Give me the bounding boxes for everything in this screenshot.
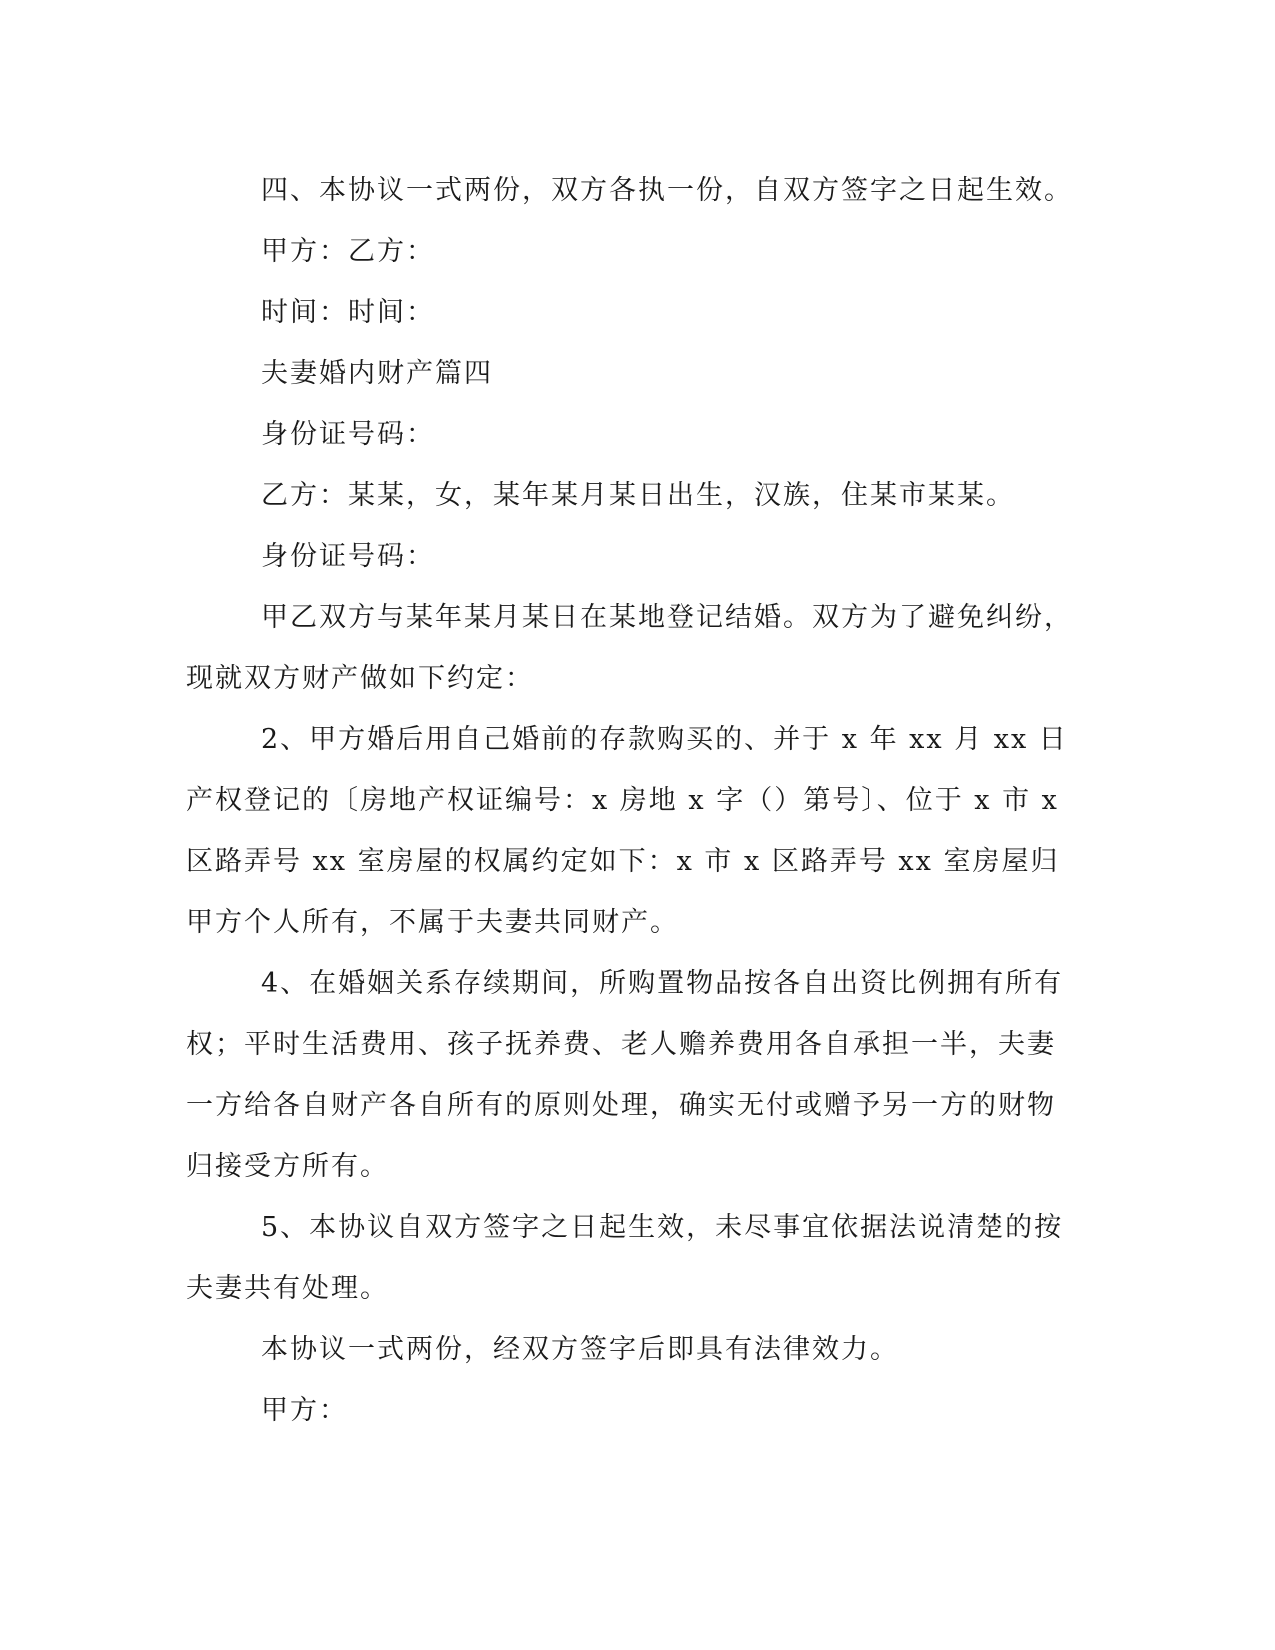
clause-four: 四、本协议一式两份，双方各执一份，自双方签字之日起生效。 bbox=[261, 175, 1073, 206]
marriage-registration-paragraph: 甲乙双方与某年某月某日在某地登记结婚。双方为了避免纠纷，现就双方财产做如下约定： bbox=[186, 602, 1073, 694]
id-number-line: 身份证号码： bbox=[261, 419, 435, 450]
id-number-line: 身份证号码： bbox=[261, 541, 435, 572]
document-body bbox=[186, 160, 1076, 1441]
clause-four-property: 4、在婚姻关系存续期间，所购置物品按各自出资比例拥有所有权；平时生活费用、孩子抚养费、老人赡养费用各自承担一半，夫妻一方给各自财产各自所有的原则处理，确实无付或赠予另一方的财物归接受方所有。 bbox=[186, 968, 1064, 1182]
section-heading: 夫妻婚内财产篇四 bbox=[261, 358, 493, 389]
copies-statement: 本协议一式两份，经双方签字后即具有法律效力。 bbox=[261, 1334, 899, 1365]
party-a-signature: 甲方： bbox=[261, 1395, 348, 1426]
clause-five: 5、本协议自双方签字之日起生效，未尽事宜依据法说清楚的按夫妻共有处理。 bbox=[186, 1212, 1064, 1304]
signature-party-line: 甲方：乙方： bbox=[261, 236, 435, 267]
party-b-info: 乙方：某某，女，某年某月某日出生，汉族，住某市某某。 bbox=[261, 480, 1015, 511]
signature-time-line: 时间：时间： bbox=[261, 297, 435, 328]
clause-two: 2、甲方婚后用自己婚前的存款购买的、并于 x 年 xx 月 xx 日产权登记的〔房地产权证编号：x 房地 x 字（）第号〕、位于 x 市 x 区路弄号 xx 室房屋的权属约定如下：x 市 x 区路弄号 xx 室房屋归甲方个人所有，不属于夫妻共同财产。 bbox=[186, 724, 1068, 938]
